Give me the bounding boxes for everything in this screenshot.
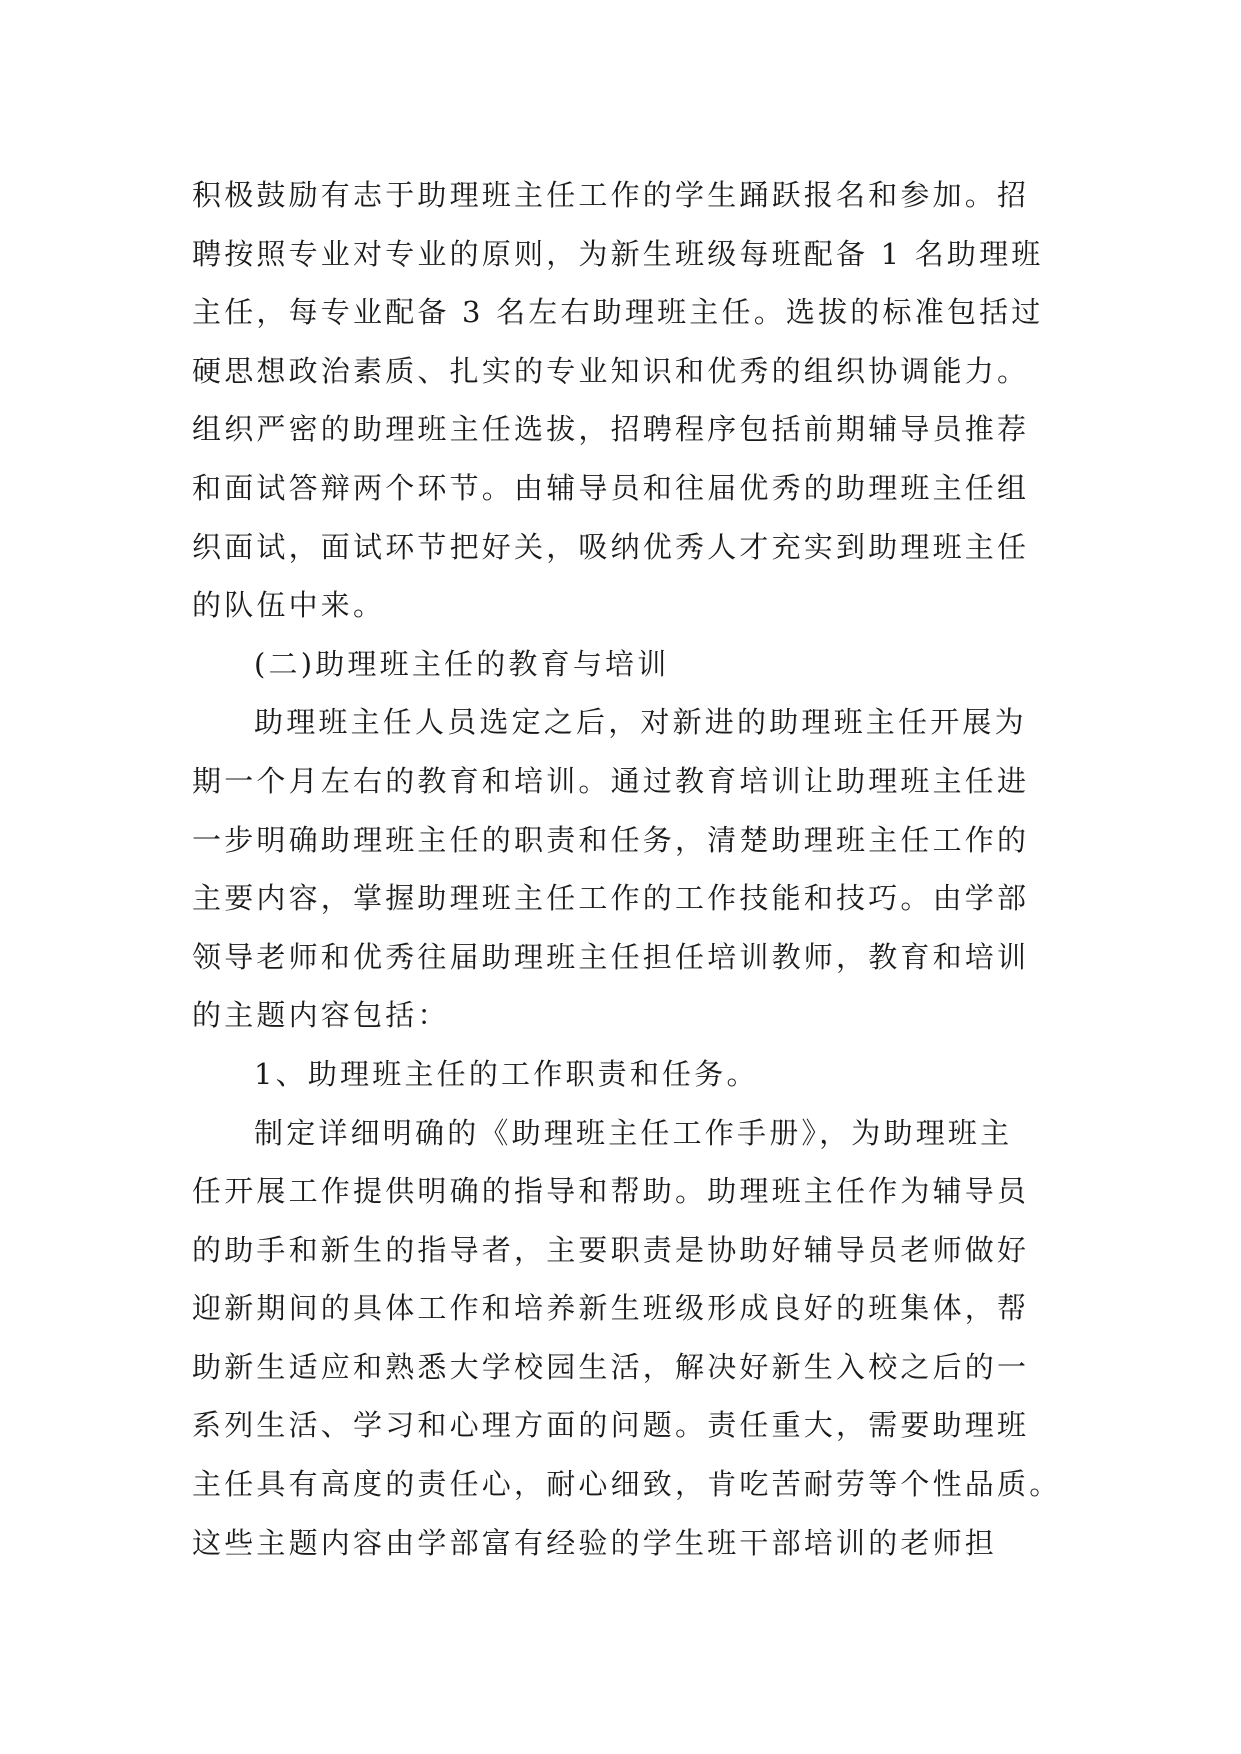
text-line: 系列生活、学习和心理方面的问题。责任重大，需要助理班	[192, 1408, 1030, 1443]
text-line: 期一个月左右的教育和培训。通过教育培训让助理班主任进	[192, 763, 1030, 798]
text-line: 积极鼓励有志于助理班主任工作的学生踊跃报名和参加。招	[192, 178, 1030, 212]
text-line: 硬思想政治素质、扎实的专业知识和优秀的组织协调能力。	[192, 353, 1030, 388]
text-line: 任开展工作提供明确的指导和帮助。助理班主任作为辅导员	[192, 1174, 1030, 1209]
text-line: 的助手和新生的指导者，主要职责是协助好辅导员老师做好	[192, 1232, 1030, 1267]
text-line: 和面试答辩两个环节。由辅导员和往届优秀的助理班主任组	[192, 470, 1030, 505]
text-line: 组织严密的助理班主任选拔，招聘程序包括前期辅导员推荐	[192, 412, 1030, 447]
body-text	[192, 166, 1062, 1572]
text-line: 迎新期间的具体工作和培养新生班级形成良好的班集体，帮	[192, 1291, 1030, 1326]
text-line: 领导老师和优秀往届助理班主任担任培训教师，教育和培训	[192, 939, 1030, 974]
text-line: 主要内容，掌握助理班主任工作的工作技能和技巧。由学部	[192, 881, 1030, 916]
text-line: 的队伍中来。	[192, 588, 386, 623]
section-heading: (二)助理班主任的教育与培训	[254, 646, 670, 681]
text-line: 主任具有高度的责任心，耐心细致，肯吃苦耐劳等个性品质。	[192, 1467, 1062, 1502]
text-line: 这些主题内容由学部富有经验的学生班干部培训的老师担	[192, 1525, 998, 1560]
text-line: 助新生适应和熟悉大学校园生活，解决好新生入校之后的一	[192, 1349, 1030, 1384]
text-line: 织面试，面试环节把好关，吸纳优秀人才充实到助理班主任	[192, 529, 1030, 564]
text-line: 助理班主任人员选定之后，对新进的助理班主任开展为	[254, 705, 1027, 740]
text-line: 聘按照专业对专业的原则，为新生班级每班配备 1 名助理班	[192, 236, 1044, 271]
text-line: 主任，每专业配备 3 名左右助理班主任。选拔的标准包括过	[192, 295, 1044, 330]
text-line: 一步明确助理班主任的职责和任务，清楚助理班主任工作的	[192, 822, 1030, 857]
list-item-heading: 1、助理班主任的工作职责和任务。	[254, 1056, 759, 1091]
text-line: 的主题内容包括：	[192, 998, 450, 1033]
text-line: 制定详细明确的《助理班主任工作手册》，为助理班主	[254, 1115, 1013, 1150]
